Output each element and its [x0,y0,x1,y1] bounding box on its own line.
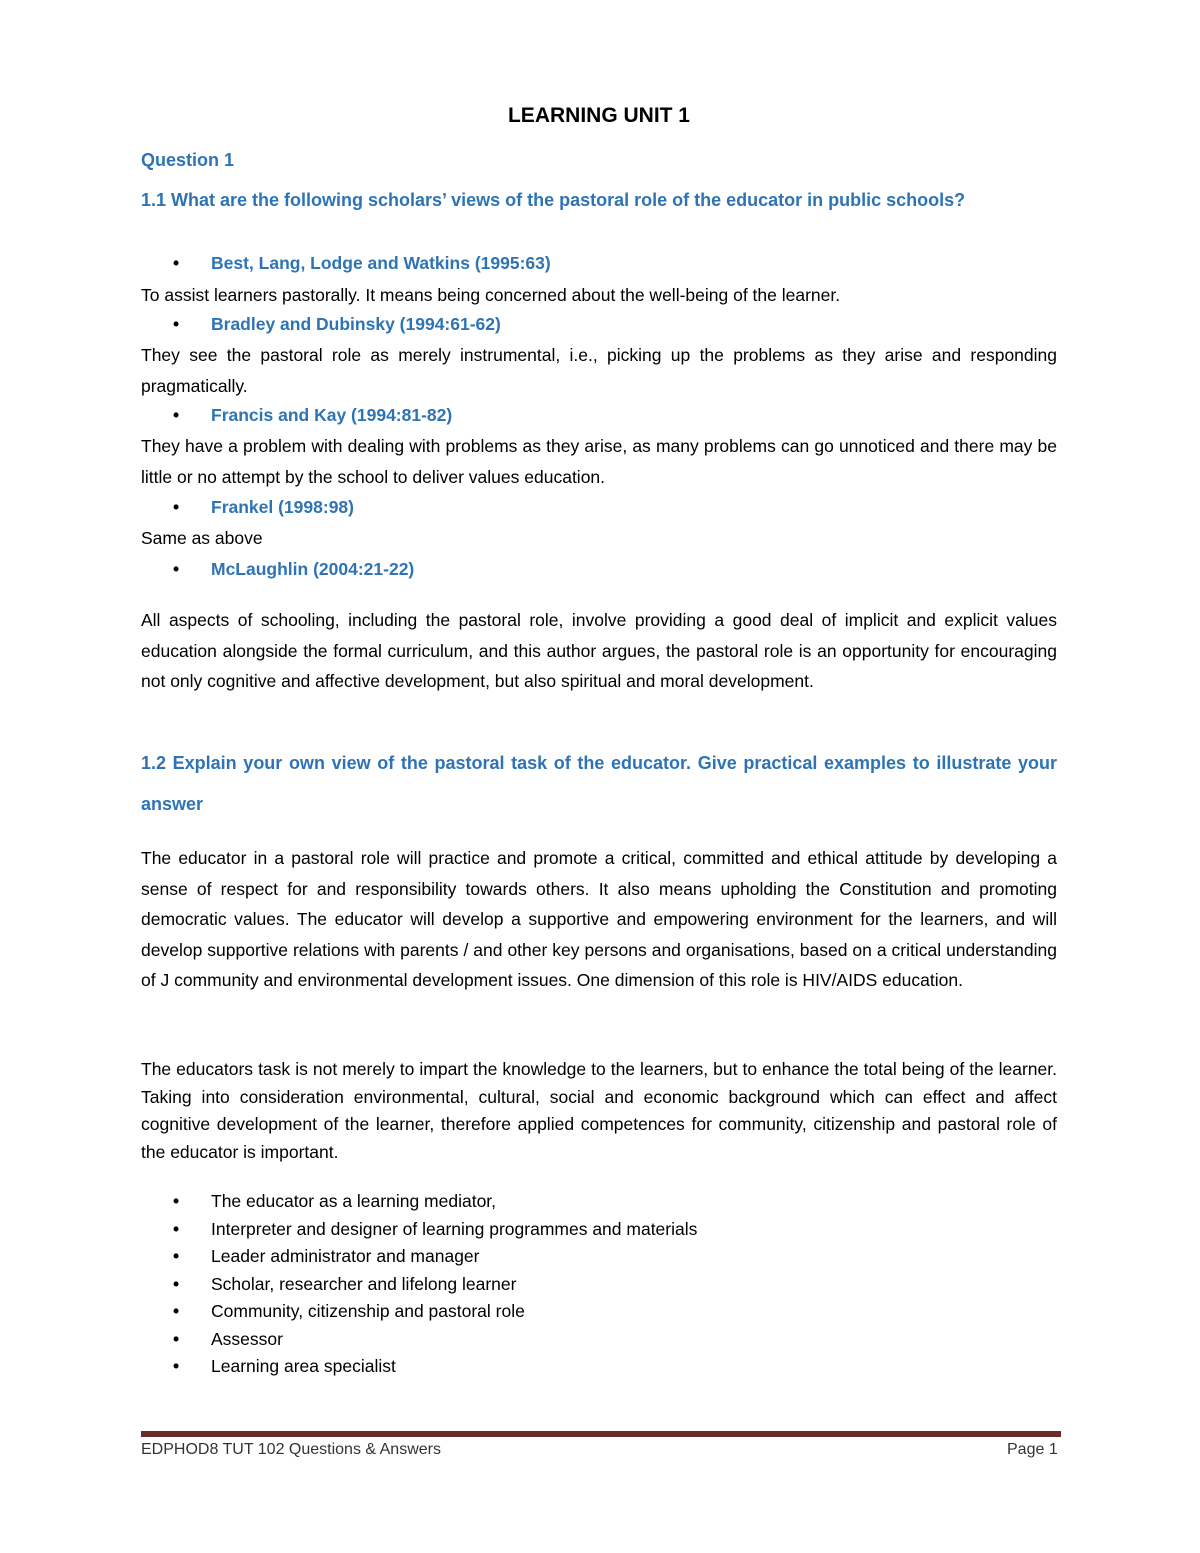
list-item: • The educator as a learning mediator, [141,1188,697,1216]
question-1-1: 1.1 What are the following scholars’ views of the pastoral role of the educator in public schools? [141,190,966,210]
list-item: • Leader administrator and manager [141,1243,697,1271]
scholar-view: Same as above [141,528,263,548]
footer-title: EDPHOD8 TUT 102 Questions & Answers [141,1441,441,1458]
scholar-name: • Best, Lang, Lodge and Watkins (1995:63) [141,253,551,274]
page-number: Page 1 [1007,1441,1058,1458]
scholar-name: • Francis and Kay (1994:81-82) [141,405,452,426]
list-item: • Learning area specialist [141,1353,697,1381]
scholar-view: All aspects of schooling, including the pastoral role, involve providing a good deal of implicit and explicit values education alongside the formal curriculum, and this author argues, the pastoral role is an opportunity for encouraging not only cognitive and affective development, but also spiritual and moral development. [141,610,1057,691]
list-item: • Community, citizenship and pastoral role [141,1298,697,1326]
question-1-2: 1.2 Explain your own view of the pastoral task of the educator. Give practical examples to illustrate your answer [141,753,1057,814]
scholar-view: To assist learners pastorally. It means being concerned about the well-being of the learner. [141,285,841,305]
roles-list [141,1188,697,1381]
footer-divider [141,1431,1061,1437]
list-item: • Assessor [141,1326,697,1354]
question-label: Question 1 [141,150,235,170]
list-item: • Interpreter and designer of learning programmes and materials [141,1216,697,1244]
scholar-view: They see the pastoral role as merely instrumental, i.e., picking up the problems as they arise and responding pragmatically. [141,345,1057,396]
scholar-name: • McLaughlin (2004:21-22) [141,559,414,580]
scholar-name: • Bradley and Dubinsky (1994:61-62) [141,314,501,335]
answer-paragraph-1: The educator in a pastoral role will practice and promote a critical, committed and ethical attitude by developing a sense of respect for and responsibility towards others. It also means upholding the Constitution and promoting democratic values. The educator will develop a supportive and empowering environment for the learners, and will develop supportive relations with parents / and other key persons and organisations, based on a critical understanding of J community and environmental development issues. One dimension of this role is HIV/AIDS education. [141,848,1057,990]
answer-paragraph-2: The educators task is not merely to impart the knowledge to the learners, but to enhance the total being of the learner. Taking into consideration environmental, cultural, social and economic background which can effect and affect cognitive development of the learner, therefore applied competences for community, citizenship and pastoral role of the educator is important. [141,1059,1057,1162]
list-item: • Scholar, researcher and lifelong learner [141,1271,697,1299]
page-title: LEARNING UNIT 1 [507,104,690,127]
scholar-view: They have a problem with dealing with problems as they arise, as many problems can go unnoticed and there may be little or no attempt by the school to deliver values education. [141,436,1057,487]
scholar-name: • Frankel (1998:98) [141,497,354,518]
